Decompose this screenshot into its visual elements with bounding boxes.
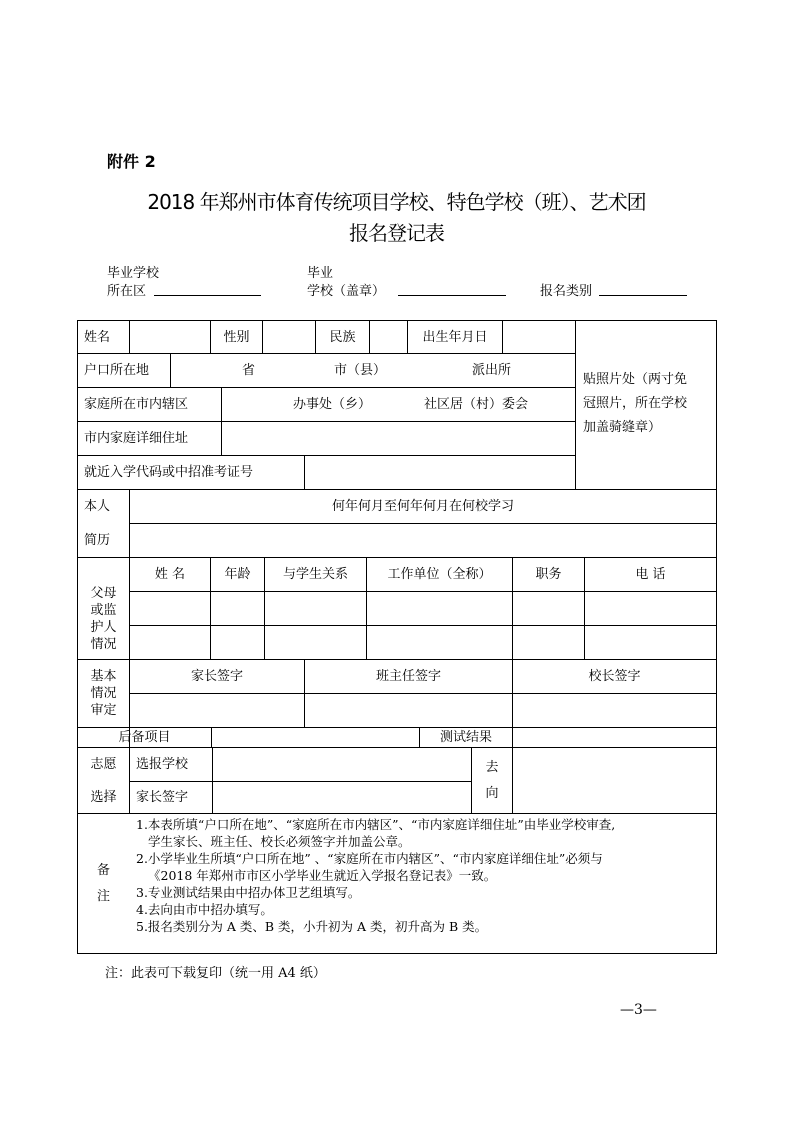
chosen-school-field[interactable] (213, 748, 471, 781)
home-address-label: 市内家庭详细住址 (84, 431, 189, 446)
photo-note-line: 冠照片，所在学校 (583, 396, 688, 411)
review-label: 基本 情况 审定 (90, 669, 117, 718)
footnote: 注：此表可下载复印（统一用 A4 纸） (105, 966, 326, 981)
guardian-relation-header: 与学生关系 (282, 567, 348, 582)
guardian-label: 父母 或监 护人 情况 (90, 585, 117, 652)
note-line: 5.报名类别分为 A 类、B 类，小升初为 A 类，初升高为 B 类。 (136, 919, 488, 934)
guardian-age-header: 年龄 (224, 567, 251, 582)
note-line: 《2018 年郑州市市区小学毕业生就近入学报名登记表》一致。 (148, 868, 497, 883)
photo-area (576, 354, 716, 454)
resume-header: 何年何月至何年何月在何校学习 (331, 499, 514, 514)
guardian-position-header: 职务 (535, 567, 562, 582)
home-address-field[interactable] (222, 422, 575, 455)
ethnicity-field[interactable] (370, 321, 407, 353)
school-district-label-2: 所在区 (107, 284, 147, 299)
teacher-signature-label: 班主任签字 (375, 669, 441, 684)
name-field[interactable] (130, 321, 210, 353)
subdistrict-label: 办事处（乡） (293, 397, 372, 412)
exam-code-field[interactable] (305, 456, 575, 489)
form-title: 2018 年郑州市体育传统项目学校、特色学校（班）、艺术团 (147, 190, 646, 214)
note-line: 1.本表所填“户口所在地”、“家庭所在市内辖区”、“市内家庭详细住址”由毕业学校审查, (136, 817, 616, 832)
note-line: 3.专业测试结果由中招办体卫艺组填写。 (136, 885, 361, 900)
resume-label-2: 简历 (84, 533, 111, 548)
chosen-school-label: 选报学校 (136, 757, 189, 772)
photo-note-line: 贴照片处（两寸免 (583, 372, 688, 387)
wish-label-1: 志愿 (90, 757, 117, 772)
parent-signature-label: 家长签字 (190, 669, 243, 684)
school-district-label-1: 毕业学校 (107, 266, 160, 281)
page-number: —3— (620, 1002, 657, 1018)
remarks-label: 备 注 (96, 862, 110, 904)
form-subtitle: 报名登记表 (349, 221, 444, 245)
guardian-work-header: 工作单位（全称） (387, 567, 492, 582)
backup-field[interactable] (212, 728, 419, 747)
note-line: 学生家长、班主任、校长必须签字并加盖公章。 (148, 834, 411, 849)
destination-label: 去 向 (485, 759, 499, 801)
gender-label: 性别 (223, 329, 250, 345)
attachment-label: 附件 2 (107, 152, 156, 171)
backup-label: 后备项目 (118, 730, 171, 745)
graduate-school-label-1: 毕业 (307, 266, 334, 281)
birth-date-label: 出生年月日 (422, 329, 488, 345)
birth-date-field[interactable] (503, 321, 575, 353)
note-line: 2.小学毕业生所填“户口所在地” 、“家庭所在市内辖区”、“市内家庭详细住址”必须与 (136, 851, 603, 866)
resume-label-1: 本人 (84, 499, 111, 514)
exam-code-label: 就近入学代码或中招准考证号 (84, 465, 254, 480)
police-station-label: 派出所 (472, 363, 512, 378)
guardian-name-header: 姓 名 (154, 567, 186, 582)
community-label: 社区居（村）委会 (424, 397, 529, 412)
hukou-label: 户口所在地 (84, 363, 150, 378)
note-line: 4.去向由市中招办填写。 (136, 902, 273, 917)
test-result-label: 测试结果 (439, 730, 492, 745)
parent-signature2-field[interactable] (213, 782, 471, 813)
guardian-phone-header: 电 话 (635, 567, 666, 582)
province-label: 省 (242, 363, 256, 378)
name-label: 姓名 (84, 329, 111, 345)
graduate-school-label-2: 学校（盖章） (307, 284, 386, 299)
resume-field[interactable] (130, 524, 716, 557)
test-result-field[interactable] (513, 728, 716, 747)
city-label: 市（县） (334, 363, 387, 378)
category-label: 报名类别 (540, 284, 593, 299)
home-district-label: 家庭所在市内辖区 (84, 397, 189, 412)
ethnicity-label: 民族 (329, 329, 356, 345)
wish-label-2: 选择 (90, 790, 117, 805)
principal-signature-label: 校长签字 (588, 669, 641, 684)
photo-note-line: 加盖骑缝章） (583, 420, 662, 435)
gender-field[interactable] (263, 321, 315, 353)
parent-signature2-label: 家长签字 (136, 790, 189, 805)
remarks-notes (136, 816, 615, 935)
destination-field[interactable] (513, 748, 716, 813)
